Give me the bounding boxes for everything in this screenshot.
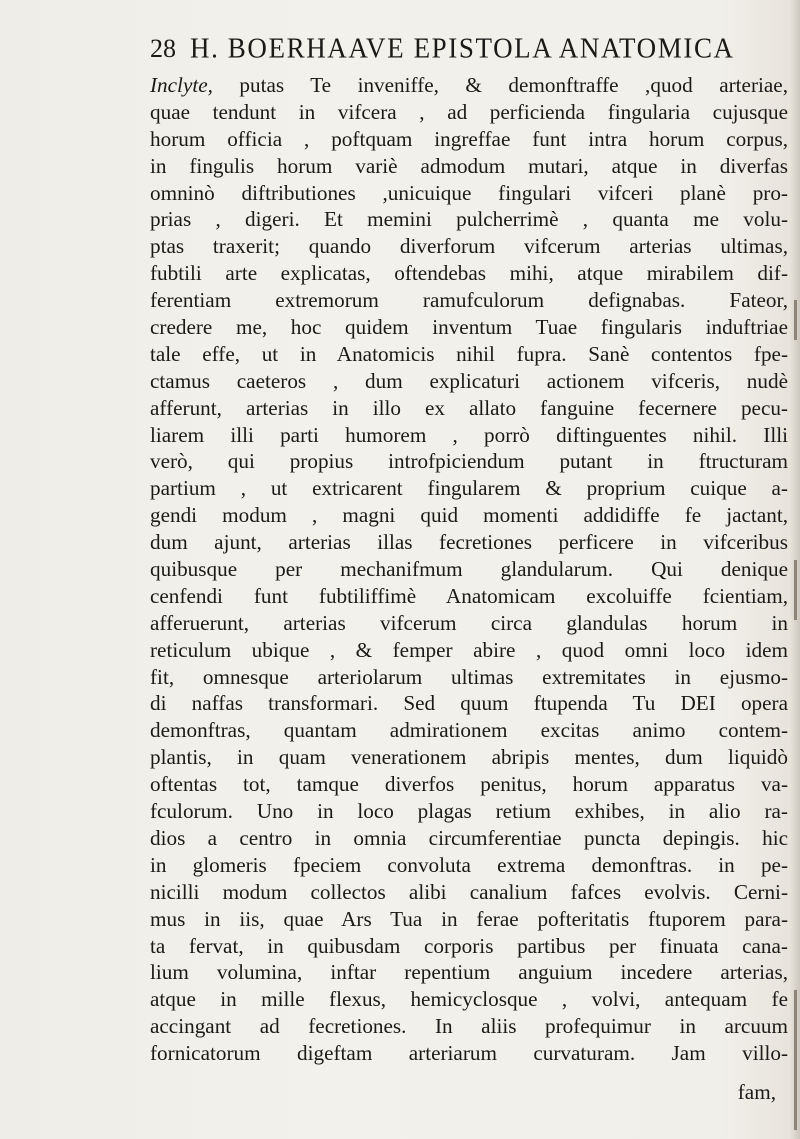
- text-line: demonftras, quantam admirationem excitas animo contem-: [150, 718, 788, 743]
- text-line: di naffas transformari. Sed quum ftupenda Tu DEI opera: [150, 691, 788, 716]
- text-line: plantis, in quam venerationem abripis mentes, dum liquidò: [150, 745, 788, 770]
- text-line: dios a centro in omnia circumferentiae puncta depingis. hic: [150, 825, 788, 850]
- text-line: ctamus caeteros , dum explicaturi actionem vifceris, nudè: [150, 368, 788, 393]
- text-line: in glomeris fpeciem convoluta extrema demonftras. in pe-: [150, 852, 788, 877]
- text-line: cenfendi funt fubtiliffimè Anatomicam excoluiffe fcientiam,: [150, 583, 788, 608]
- text-line: accingant ad fecretiones. In aliis profequimur in arcuum: [150, 1014, 788, 1039]
- page-header: [150, 33, 790, 64]
- text-line: horum officia , poftquam ingreffae funt intra horum corpus,: [150, 126, 788, 151]
- text-line: tale effe, ut in Anatomicis nihil fupra. Sanè contentos fpe-: [150, 341, 788, 366]
- text-line: Inclyte, putas Te inveniffe, & demonftraffe ,quod arteriae,: [150, 73, 788, 97]
- margin-mark: [794, 990, 797, 1130]
- text-line: partium , ut extricarent fingularem & proprium cuique a-: [150, 476, 788, 501]
- margin-mark: [794, 560, 797, 620]
- text-line: ta fervat, in quibusdam corporis partibus per finuata cana-: [150, 933, 788, 958]
- text-line: credere me, hoc quidem inventum Tuae fingularis induftriae: [150, 315, 788, 340]
- text-line: dum ajunt, arterias illas fecretiones perficere in vifceribus: [150, 530, 788, 555]
- text-line: fubtili arte explicatas, oftendebas mihi, atque mirabilem dif-: [150, 261, 788, 286]
- text-line: reticulum ubique , & femper abire , quod omni loco idem: [150, 637, 788, 662]
- text-line: afferuerunt, arterias vifcerum circa glandulas horum in: [150, 610, 788, 635]
- text-line: fculorum. Uno in loco plagas retium exhibes, in alio ra-: [150, 799, 788, 824]
- catchword: fam,: [737, 1080, 776, 1104]
- text-line: afferunt, arterias in illo ex allato fanguine fecernere pecu-: [150, 395, 788, 420]
- text-line: liarem illi parti humorem , porrò diftinguentes nihil. Illi: [150, 422, 788, 447]
- text-line: in fingulis horum variè admodum mutari, atque in diverfas: [150, 153, 788, 178]
- text-line: fornicatorum digeftam arteriarum curvaturam. Jam villo-: [150, 1041, 788, 1066]
- text-line: verò, qui propius introfpiciendum putant in ftructuram: [150, 449, 788, 474]
- body-text: [150, 72, 788, 1067]
- page-number: 28: [150, 34, 176, 63]
- text-line: quibusque per mechanifmum glandularum. Qui denique: [150, 557, 788, 582]
- text-line: oftentas tot, tamque diverfos penitus, horum apparatus va-: [150, 772, 788, 797]
- text-line: omninò diftributiones ,unicuique fingulari vifceri planè pro-: [150, 180, 788, 205]
- text-line: prias , digeri. Et memini pulcherrimè , quanta me volu-: [150, 207, 788, 232]
- text-line: ptas traxerit; quando diverforum vifcerum arterias ultimas,: [150, 234, 788, 259]
- text-line: atque in mille flexus, hemicyclosque , volvi, antequam fe: [150, 987, 788, 1012]
- text-line: ferentiam extremorum ramufculorum defignabas. Fateor,: [150, 288, 788, 313]
- text-line: fit, omnesque arteriolarum ultimas extremitates in ejusmo-: [150, 664, 788, 689]
- text-line: gendi modum , magni quid momenti addidiffe fe jactant,: [150, 503, 788, 528]
- running-head: H. BOERHAAVE EPISTOLA ANATOMICA: [190, 32, 735, 64]
- text-line: mus in iis, quae Ars Tua in ferae pofteritatis ftuporem para-: [150, 906, 788, 931]
- text-line: quae tendunt in vifcera , ad perficienda fingularia cujusque: [150, 99, 788, 124]
- margin-mark: [794, 300, 797, 340]
- text-line: nicilli modum collectos alibi canalium fafces evolvis. Cerni-: [150, 879, 788, 904]
- text-line: lium volumina, inftar repentium anguium incedere arterias,: [150, 960, 788, 985]
